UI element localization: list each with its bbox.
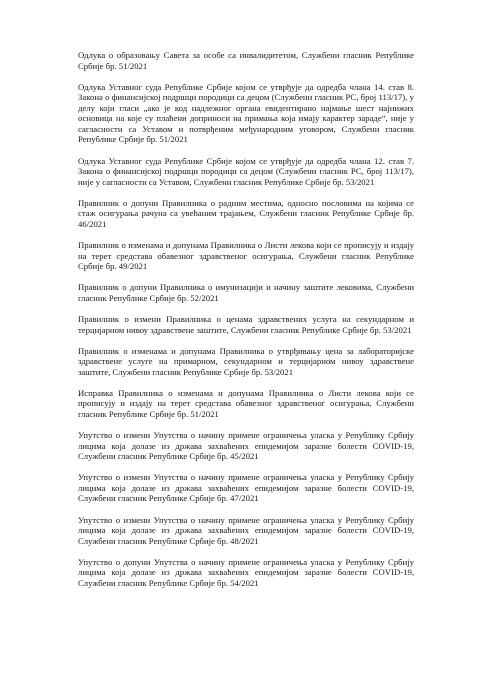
entry-text: Правилник о измени Правилника о ценама здравствених услуга на секундарном и терцијарном нивоу здравствене заштите, Службени гласник Републике Србије бр. 53/2021 <box>78 313 414 335</box>
entry-text: Правилник о изменама и допунама Правилника о утврђивању цена за лабораторијске здравствене услуге на примарном, секундарном и терцијарном нивоу здравствене заштите, Службени гласник Републике Србије бр. 53/2021 <box>78 345 414 377</box>
list-item <box>78 557 414 589</box>
entry-text: Упутство о измени Упутства о начину примене ограничења уласка у Републику Србију лицима која долазе из држава захваћених епидемијом заразне болести COVID-19, Службени гласник Републике Србије бр. 48/2021 <box>78 514 414 546</box>
list-item <box>78 314 414 335</box>
entry-text: Одлука Уставног суда Републике Србије којом се утврђује да одредба члана 12. став 7. Закона о финансијској подршци породици са децом (Службени гласник РС, број 113/17), није у сагласности са Уставом, Службени гласник Републике Србије бр. 53/2021 <box>78 155 414 187</box>
entry-text: Исправка Правилника о изменама и допунама Правилника о Листи лекова који се прописују и издају на терет средстава обавезног здравственог осигурања, Службени гласник Републике Србије бр. 51/2021 <box>78 387 414 419</box>
list-item <box>78 240 414 272</box>
list-item <box>78 82 414 145</box>
list-item <box>78 50 414 71</box>
legislation-list <box>78 50 414 599</box>
entry-text: Упутство о измени Упутства о начину примене ограничења уласка у Републику Србију лицима која долазе из држава захваћених епидемијом заразне болести COVID-19, Службени гласник Републике Србије бр. 45/2021 <box>78 430 414 462</box>
list-item <box>78 156 414 188</box>
list-item <box>78 515 414 547</box>
entry-text: Правилник о допуни Правилника о имунизацији и начину заштите лековима, Службени гласник Републике Србије бр. 52/2021 <box>78 282 414 303</box>
entry-text: Упутство о измени Упутства о начину примене ограничења уласка у Републику Србију лицима која долазе из држава захваћених епидемијом заразне болести COVID-19, Службени гласник Републике Србије бр. 47/2021 <box>78 472 414 504</box>
list-item <box>78 346 414 378</box>
list-item <box>78 282 414 303</box>
entry-text: Правилник о допуни Правилника о радним местима, односно пословима на којима се стаж осигурања рачуна са увећаним трајањем, Службени гласник Републике Србије бр. 46/2021 <box>78 197 414 229</box>
list-item <box>78 388 414 420</box>
entry-text: Одлука Уставног суда Републике Србије којом се утврђује да одредба члана 14. став 8. Закона о финансијској подршци породици са децом (Службени гласник РС, број 113/17), у делу који гласи „ако је код надлежног органа евидентирано најмање шест најнижих основица на које су плаћени доприноси на примања која имају карактер зараде“, није у сагласности са Уставом и потврђеним међународним уговором, Службени гласник Републике Србије бр. 51/2021 <box>78 81 414 145</box>
entry-text: Одлука о образовању Савета за особе са инвалидитетом, Службени гласник Републике Србије бр. 51/2021 <box>78 50 414 71</box>
entry-text: Упутство о допуни Упутства о начину примене ограничења уласка у Републику Србију лицима која долазе из држава захваћених епидемијом заразне болести COVID-19, Службени гласник Републике Србије бр. 54/2021 <box>78 556 414 588</box>
list-item <box>78 472 414 504</box>
list-item <box>78 430 414 462</box>
entry-text: Правилник о изменама и допунама Правилника о Листи лекова који се прописују и издају на терет средстава обавезног здравственог осигурања, Службени гласник Републике Србије бр. 49/2021 <box>78 240 414 272</box>
list-item <box>78 198 414 230</box>
